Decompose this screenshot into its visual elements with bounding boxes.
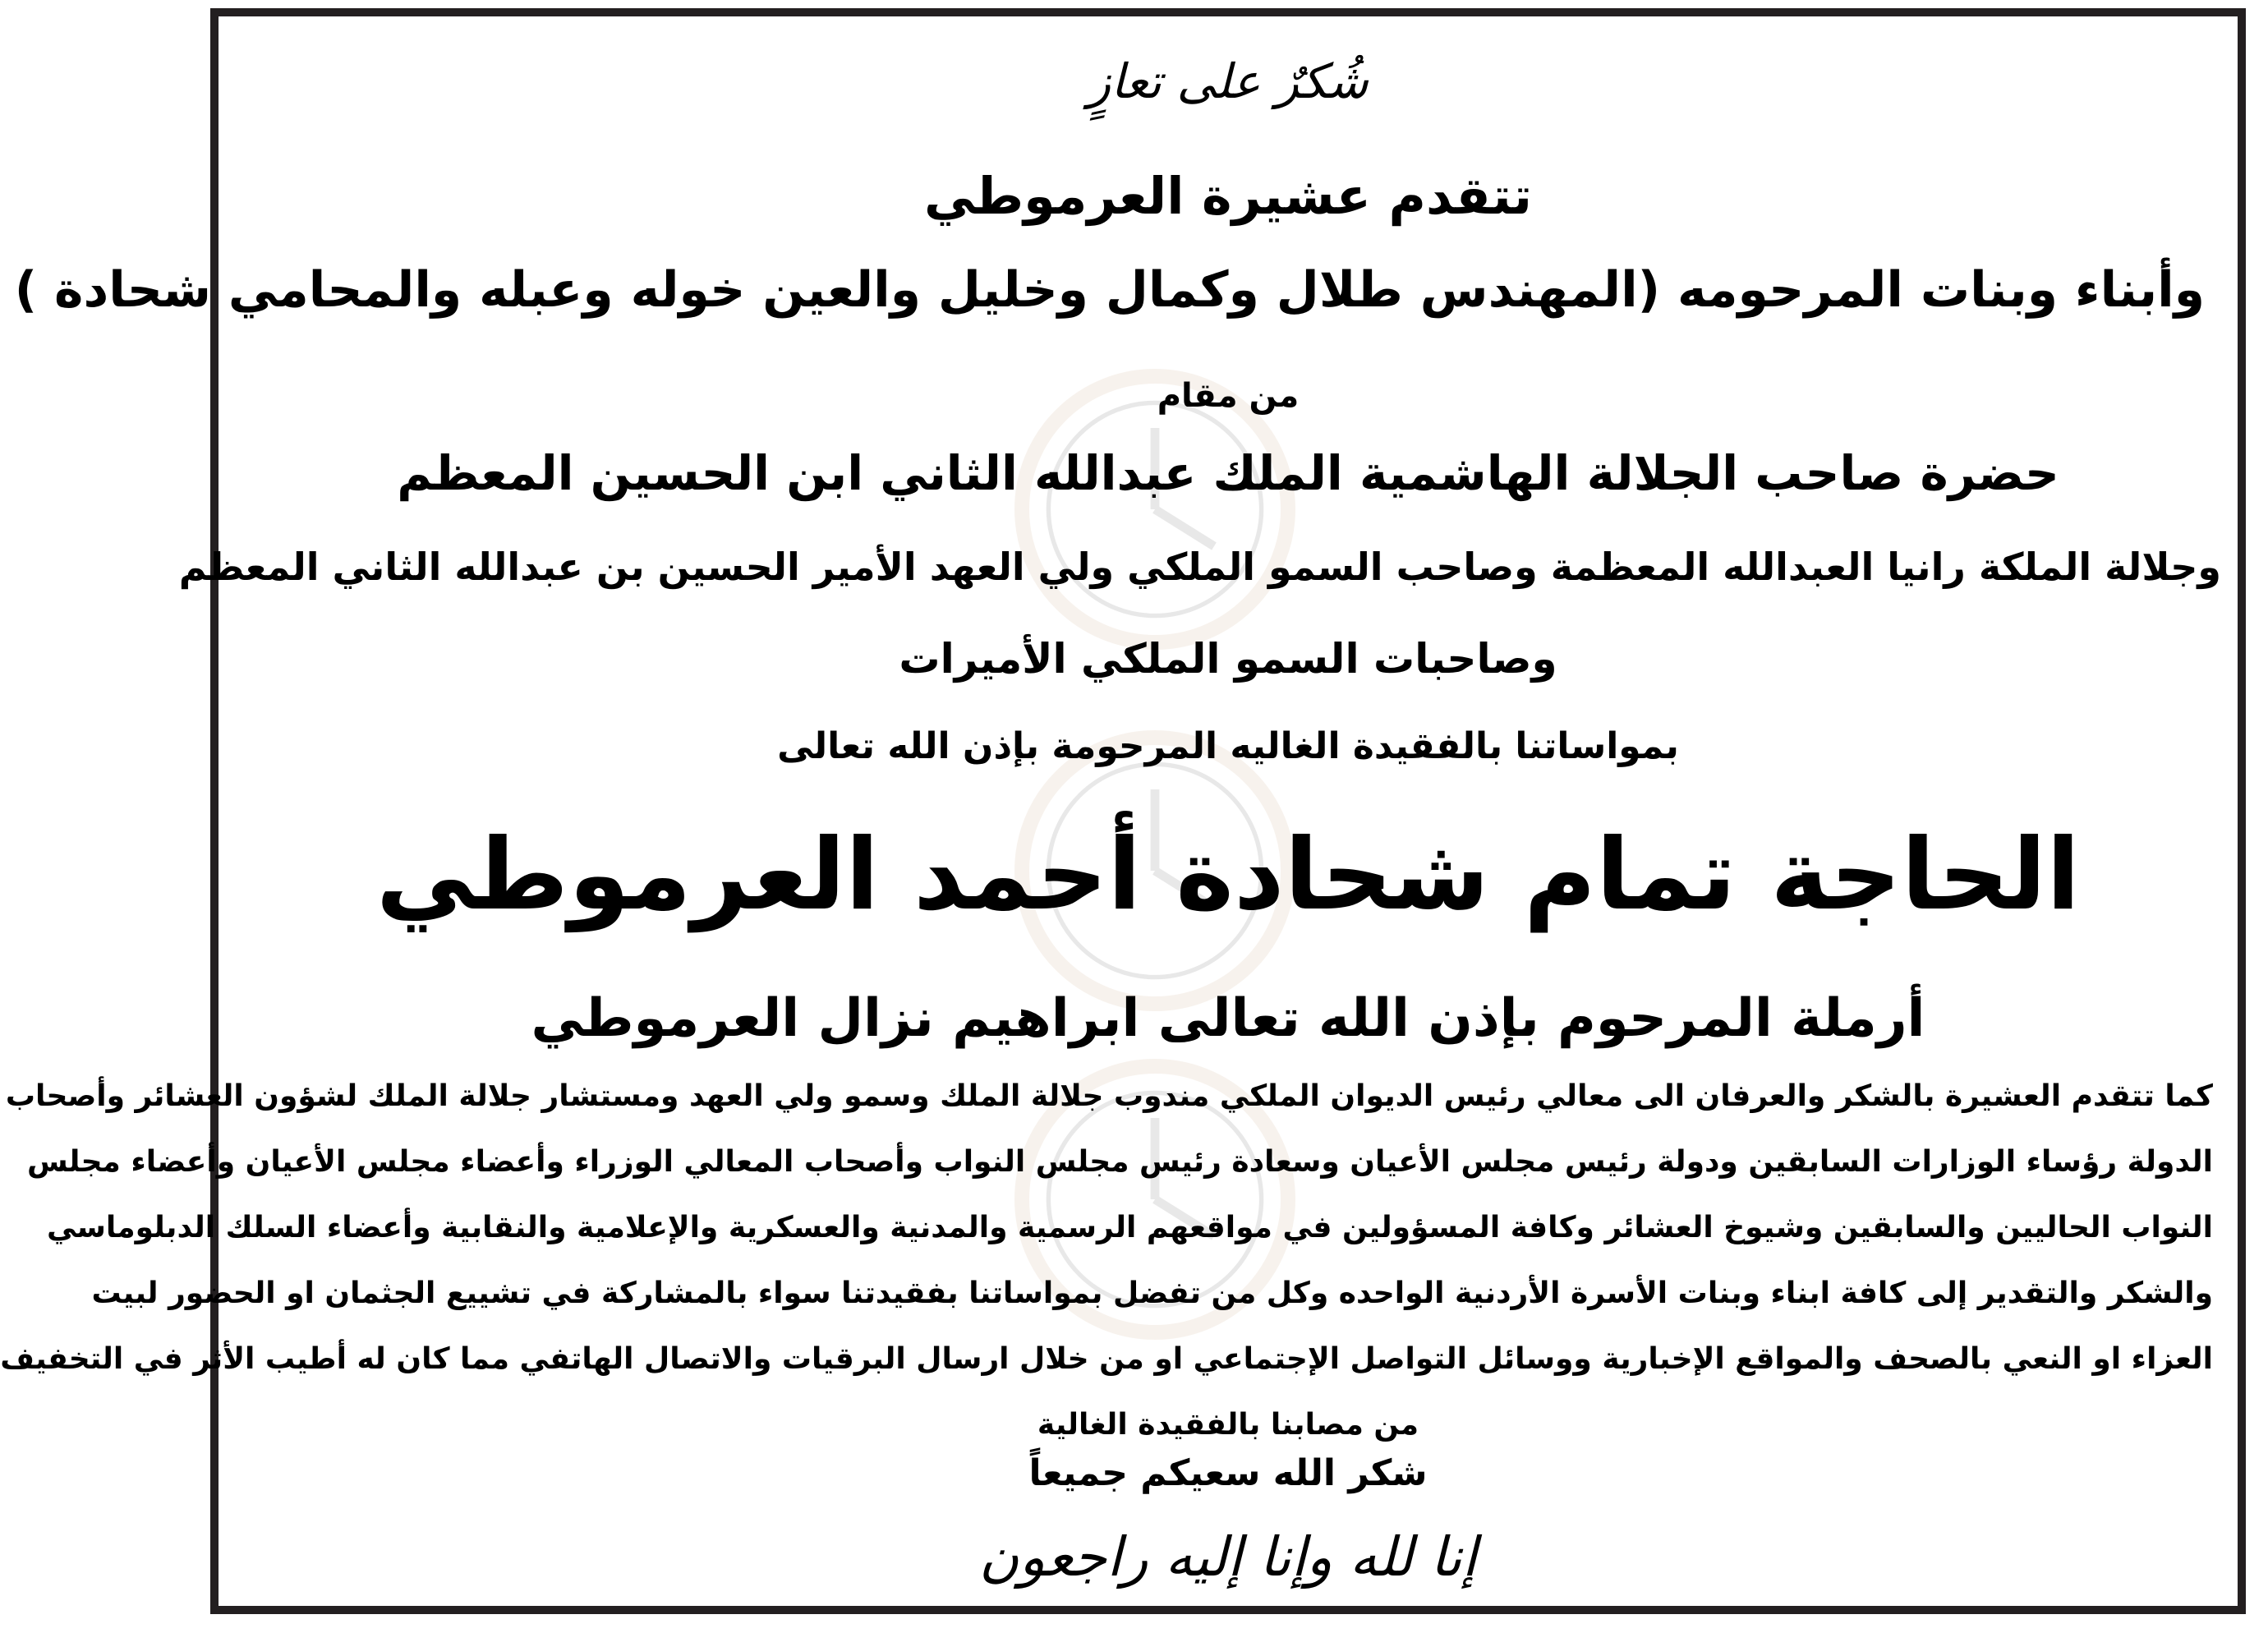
thanks-calligraphy-heading: شُكرٌ على تعازٍ [1088,53,1369,109]
princesses-line: وصاحبات السمو الملكي الأميرات [899,635,1557,683]
paragraph-line: من مصابنا بالفقيدة الغالية [1037,1408,1419,1442]
condolence-line: بمواساتنا بالفقيدة الغاليه المرحومة بإذن الله تعالى [777,725,1679,767]
clan-heading: تتقدم عشيرة العرموطي [923,166,1533,226]
announcement-content [0,16,2238,1606]
paragraph-line: النواب الحاليين والسابقين وشيوخ العشائر وكافة المسؤولين في مواقعهم الرسمية والمدنية والعسكرية والإعلامية والنقابية وأعضاء السلك الدبلوماسي [47,1211,2213,1244]
paragraph-line: الدولة رؤساء الوزارات السابقين ودولة رئيس مجلس الأعيان وسعادة رئيس مجلس النواب وأصحاب المعالي الوزراء وأعضاء مجلس الأعيان وأعضاء مجلس [27,1145,2213,1179]
paragraph-line: والشكر والتقدير إلى كافة ابناء وبنات الأسرة الأردنية الواحده وكل من تفضل بمواساتنا بفقيدتنا سواء بالمشاركة في تشييع الجثمان او الحضور لبيت [91,1276,2213,1310]
deceased-name: الحاجة تمام شحادة أحمد العرموطي [375,818,2081,932]
king-line: حضرة صاحب الجلالة الهاشمية الملك عبدالله الثاني ابن الحسين المعظم [397,445,2059,501]
children-names-line: وأبناء وبنات المرحومه (المهندس طلال وكمال وخليل والعين خوله وعبله والمحامي شحادة ) [14,261,2205,319]
widow-line: أرملة المرحوم بإذن الله تعالى ابراهيم نزال العرموطي [531,988,1925,1049]
paragraph-line: العزاء او النعي بالصحف والمواقع الإخبارية ووسائل التواصل الإجتماعي او من خلال ارسال البرقيات والاتصال الهاتفي مما كان له أطيب الأثر في التخفيف [0,1342,2213,1376]
queen-crown-prince-line: وجلالة الملكة رانيا العبدالله المعظمة وصاحب السمو الملكي ولي العهد الأمير الحسين بن عبدالله الثاني المعظم [178,545,2221,589]
verse-calligraphy: إنا لله وإنا إليه راجعون [979,1525,1477,1589]
closing-thanks-line: شكر الله سعيكم جميعاً [1028,1452,1428,1494]
thanks-paragraph [0,1064,2213,1458]
from-line: من مقام [1157,377,1300,415]
announcement-frame [0,8,2246,1614]
paragraph-line: كما تتقدم العشيرة بالشكر والعرفان الى معالي رئيس الديوان الملكي مندوب جلالة الملك وسمو ولي العهد ومستشار جلالة الملك لشؤون العشائر وأصحاب [5,1079,2213,1113]
